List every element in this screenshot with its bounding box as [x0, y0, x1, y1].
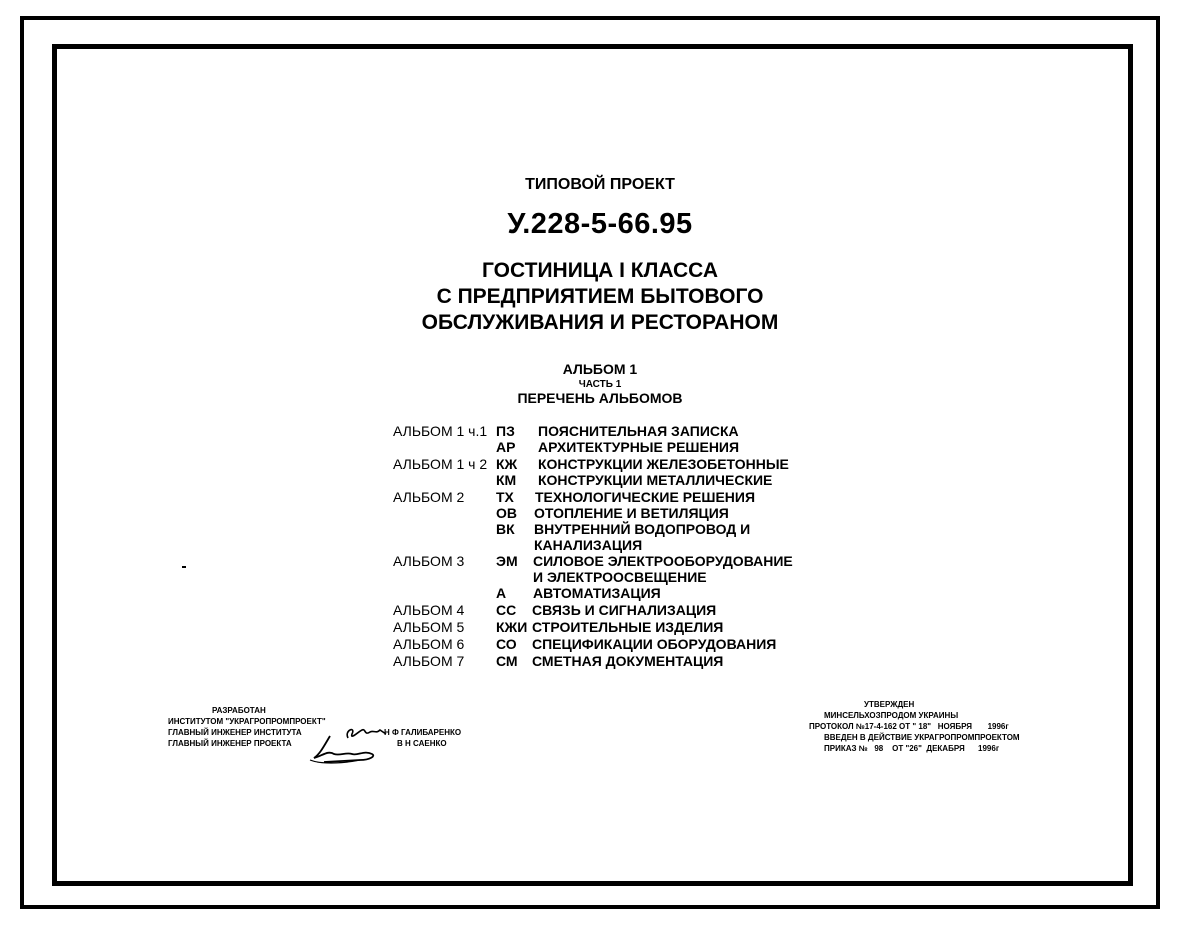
album-number: АЛЬБОМ 2	[393, 489, 465, 505]
album-number: АЛЬБОМ 1 ч.1	[393, 423, 488, 439]
protocol: ПРОТОКОЛ №17-4-162 ОТ " 18" НОЯБРЯ 1996г	[809, 722, 1009, 731]
album-row	[393, 439, 813, 457]
album-code: СО	[496, 636, 517, 652]
album-number: АЛЬБОМ 7	[393, 653, 465, 669]
developer-institute: ИНСТИТУТОМ "УКРАГРОПРОМПРОЕКТ"	[168, 717, 326, 726]
album-number: АЛЬБОМ 3	[393, 553, 465, 569]
album-description: И ЭЛЕКТРООСВЕЩЕНИЕ	[533, 569, 707, 585]
album-description: ТЕХНОЛОГИЧЕСКИЕ РЕШЕНИЯ	[535, 489, 756, 505]
album-description: ВНУТРЕННИЙ ВОДОПРОВОД И	[534, 521, 751, 537]
album-code: КЖИ	[496, 619, 528, 635]
order: ПРИКАЗ № 98 ОТ "26" ДЕКАБРЯ 1996г	[824, 744, 1000, 753]
project-name-line-1: ГОСТИНИЦА I КЛАССА	[482, 259, 718, 282]
album-number: АЛЬБОМ 1 ч 2	[393, 456, 488, 472]
album-list-title: ПЕРЕЧЕНЬ АЛЬБОМОВ	[517, 390, 683, 406]
album-description: АРХИТЕКТУРНЫЕ РЕШЕНИЯ	[538, 439, 740, 455]
album-description: СВЯЗЬ И СИГНАЛИЗАЦИЯ	[532, 602, 717, 618]
approved-label: УТВЕРЖДЕН	[864, 700, 915, 709]
album-row	[393, 472, 813, 490]
engineer-name-2: В Н САЕНКО	[397, 739, 447, 748]
album-code: КЖ	[496, 456, 518, 472]
album-description: СПЕЦИФИКАЦИИ ОБОРУДОВАНИЯ	[532, 636, 777, 652]
project-code: У.228-5-66.95	[507, 208, 693, 240]
album-description: КАНАЛИЗАЦИЯ	[534, 537, 643, 553]
album-code: ЭМ	[496, 553, 518, 569]
chief-engineer-institute: ГЛАВНЫЙ ИНЖЕНЕР ИНСТИТУТА	[168, 728, 302, 737]
introduced: ВВЕДЕН В ДЕЙСТВИЕ УКРАГРОПРОМПРОЕКТОМ	[824, 733, 1020, 742]
album-description: АВТОМАТИЗАЦИЯ	[533, 585, 661, 601]
chief-engineer-project: ГЛАВНЫЙ ИНЖЕНЕР ПРОЕКТА	[168, 739, 292, 748]
project-name-line-2: С ПРЕДПРИЯТИЕМ БЫТОВОГО	[436, 285, 764, 308]
album-number: АЛЬБОМ 6	[393, 636, 465, 652]
album-description: КОНСТРУКЦИИ ЖЕЛЕЗОБЕТОННЫЕ	[538, 456, 789, 472]
album-row	[393, 636, 813, 654]
album-number: АЛЬБОМ 4	[393, 602, 465, 618]
project-type: ТИПОВОЙ ПРОЕКТ	[525, 176, 675, 193]
album-number: АЛЬБОМ 5	[393, 619, 465, 635]
signatures	[300, 720, 390, 770]
album-heading: АЛЬБОМ 1	[562, 361, 638, 377]
ministry: МИНСЕЛЬХОЗПРОДОМ УКРАИНЫ	[824, 711, 959, 720]
album-row	[393, 619, 813, 637]
engineer-name-1: Н Ф ГАЛИБАРЕНКО	[384, 728, 462, 737]
album-code: АР	[496, 439, 516, 455]
album-description: СИЛОВОЕ ЭЛЕКТРООБОРУДОВАНИЕ	[533, 553, 793, 569]
album-description: ОТОПЛЕНИЕ И ВЕТИЛЯЦИЯ	[534, 505, 729, 521]
album-row	[393, 585, 813, 603]
album-code: СС	[496, 602, 517, 618]
album-code: КМ	[496, 472, 517, 488]
album-description: ПОЯСНИТЕЛЬНАЯ ЗАПИСКА	[538, 423, 739, 439]
album-description: СТРОИТЕЛЬНЫЕ ИЗДЕЛИЯ	[532, 619, 724, 635]
part-heading: ЧАСТЬ 1	[578, 379, 622, 390]
album-code: ОВ	[496, 505, 517, 521]
album-code: ТХ	[496, 489, 514, 505]
album-description: СМЕТНАЯ ДОКУМЕНТАЦИЯ	[532, 653, 724, 669]
album-row	[393, 653, 813, 671]
album-description: КОНСТРУКЦИИ МЕТАЛЛИЧЕСКИЕ	[538, 472, 773, 488]
project-name-line-3: ОБСЛУЖИВАНИЯ И РЕСТОРАНОМ	[421, 311, 779, 334]
scan-mark	[182, 566, 186, 568]
album-code: А	[496, 585, 507, 601]
album-code: ВК	[496, 521, 515, 537]
project-name	[300, 258, 900, 336]
album-row	[393, 602, 813, 620]
album-code: ПЗ	[496, 423, 515, 439]
album-code: СМ	[496, 653, 518, 669]
developed-label: РАЗРАБОТАН	[212, 706, 266, 715]
